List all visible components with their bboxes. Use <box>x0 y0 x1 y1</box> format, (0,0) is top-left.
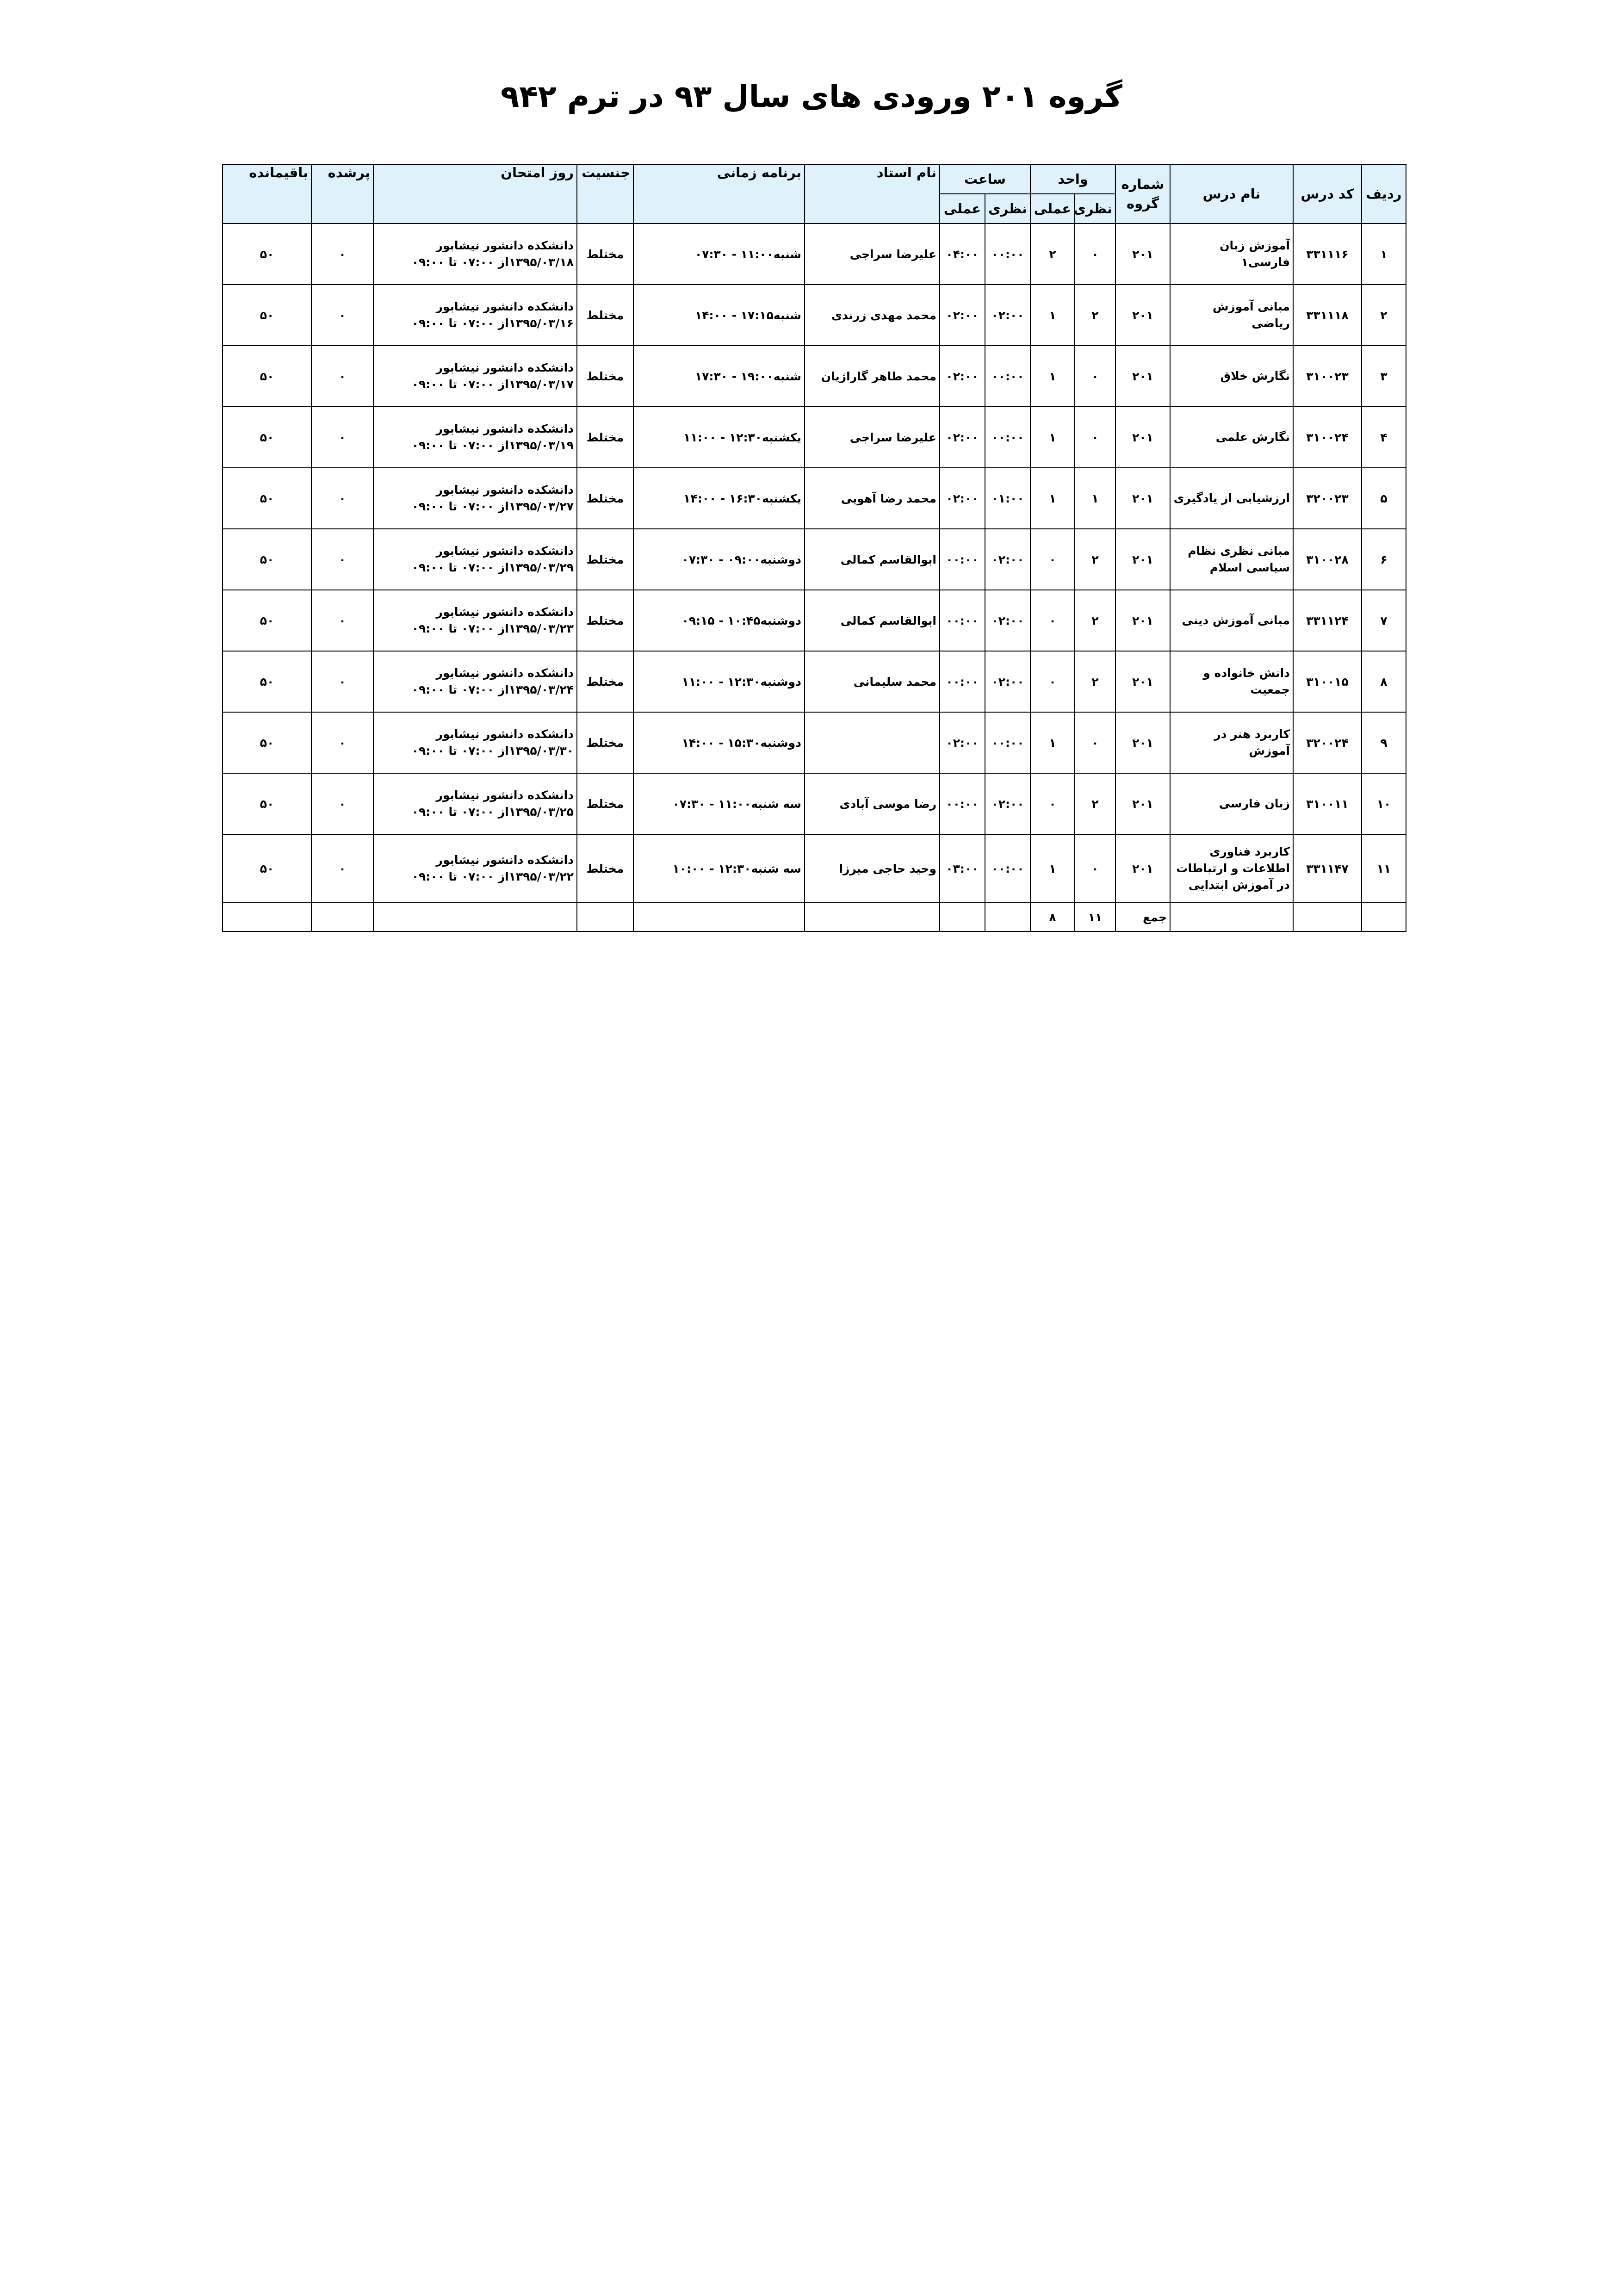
cell-remaining: ۵۰ <box>223 529 311 590</box>
cell-course-code: ۳۲۰۰۲۳ <box>1293 468 1362 529</box>
cell-course-name: کاربرد فناوری اطلاعات و ارتباطات در آموزش ابتدایی <box>1170 834 1293 903</box>
cell-exam-day: دانشکده دانشور نیشابور ۱۳۹۵/۰۳/۲۵از ۰۷:۰۰ تا ۰۹:۰۰ <box>373 773 577 834</box>
cell-course-code: ۳۱۰۰۲۴ <box>1293 407 1362 468</box>
cell-schedule: دوشنبه۱۰:۴۵ - ۰۹:۱۵ <box>633 590 805 651</box>
cell-instructor: رضا موسی آبادی <box>805 773 940 834</box>
cell-row-no: ۹ <box>1362 712 1406 773</box>
table-row <box>223 712 1406 773</box>
cell-remaining: ۵۰ <box>223 346 311 407</box>
cell-instructor: محمد رضا آهویی <box>805 468 940 529</box>
course-schedule-table <box>222 164 1406 932</box>
cell-course-code: ۳۳۱۱۱۶ <box>1293 223 1362 285</box>
cell-schedule: دوشنبه۰۹:۰۰ - ۰۷:۳۰ <box>633 529 805 590</box>
cell-exam-day: دانشکده دانشور نیشابور ۱۳۹۵/۰۳/۱۶از ۰۷:۰۰ تا ۰۹:۰۰ <box>373 285 577 346</box>
cell-gender: مختلط <box>577 834 633 903</box>
cell-schedule: شنبه۱۱:۰۰ - ۰۷:۳۰ <box>633 223 805 285</box>
cell-remaining: ۵۰ <box>223 223 311 285</box>
cell-instructor: علیرضا سراجی <box>805 407 940 468</box>
cell-unit-practical: ۱ <box>1030 407 1075 468</box>
cell-remaining: ۵۰ <box>223 712 311 773</box>
cell-group: ۲۰۱ <box>1115 712 1170 773</box>
cell-filled: ۰ <box>311 712 373 773</box>
cell-remaining: ۵۰ <box>223 773 311 834</box>
cell-hours-practical: ۰۴:۰۰ <box>940 223 985 285</box>
table-row <box>223 834 1406 903</box>
cell-gender: مختلط <box>577 285 633 346</box>
cell-unit-theory: ۲ <box>1075 590 1115 651</box>
cell-instructor: محمد سلیمانی <box>805 651 940 712</box>
cell-group: ۲۰۱ <box>1115 285 1170 346</box>
cell-instructor: ابوالقاسم کمالی <box>805 529 940 590</box>
cell-exam-day: دانشکده دانشور نیشابور ۱۳۹۵/۰۳/۲۳از ۰۷:۰۰ تا ۰۹:۰۰ <box>373 590 577 651</box>
cell-exam-day: دانشکده دانشور نیشابور ۱۳۹۵/۰۳/۱۹از ۰۷:۰۰ تا ۰۹:۰۰ <box>373 407 577 468</box>
cell-exam-day: دانشکده دانشور نیشابور ۱۳۹۵/۰۳/۳۰از ۰۷:۰۰ تا ۰۹:۰۰ <box>373 712 577 773</box>
cell-gender: مختلط <box>577 346 633 407</box>
cell-hours-practical: ۰۰:۰۰ <box>940 590 985 651</box>
header-hours: ساعت <box>940 164 1030 194</box>
cell-group: ۲۰۱ <box>1115 407 1170 468</box>
cell-course-name: مبانی آموزش دینی <box>1170 590 1293 651</box>
cell-exam-day: دانشکده دانشور نیشابور ۱۳۹۵/۰۳/۲۴از ۰۷:۰۰ تا ۰۹:۰۰ <box>373 651 577 712</box>
cell-unit-theory: ۰ <box>1075 834 1115 903</box>
cell-unit-theory: ۱ <box>1075 468 1115 529</box>
cell-instructor <box>805 712 940 773</box>
cell-group: ۲۰۱ <box>1115 529 1170 590</box>
cell-instructor: محمد طاهر گاراژیان <box>805 346 940 407</box>
cell-remaining: ۵۰ <box>223 407 311 468</box>
cell-instructor: محمد مهدی زرندی <box>805 285 940 346</box>
cell-unit-practical: ۲ <box>1030 223 1075 285</box>
cell-filled: ۰ <box>311 407 373 468</box>
cell-instructor: ابوالقاسم کمالی <box>805 590 940 651</box>
cell-remaining: ۵۰ <box>223 285 311 346</box>
cell-exam-day: دانشکده دانشور نیشابور ۱۳۹۵/۰۳/۲۹از ۰۷:۰۰ تا ۰۹:۰۰ <box>373 529 577 590</box>
cell-gender: مختلط <box>577 651 633 712</box>
header-remaining: باقیمانده <box>223 164 311 223</box>
cell-course-code: ۳۳۱۱۲۴ <box>1293 590 1362 651</box>
header-schedule: برنامه زمانی <box>633 164 805 223</box>
cell-group: ۲۰۱ <box>1115 651 1170 712</box>
cell-filled: ۰ <box>311 223 373 285</box>
cell-unit-practical: ۰ <box>1030 529 1075 590</box>
cell-schedule: سه شنبه۱۲:۳۰ - ۱۰:۰۰ <box>633 834 805 903</box>
cell-group: ۲۰۱ <box>1115 834 1170 903</box>
cell-instructor: وحید حاجی میرزا <box>805 834 940 903</box>
cell-course-code: ۳۱۰۰۱۵ <box>1293 651 1362 712</box>
cell-hours-practical: ۰۰:۰۰ <box>940 529 985 590</box>
cell-row-no: ۷ <box>1362 590 1406 651</box>
cell-exam-day: دانشکده دانشور نیشابور ۱۳۹۵/۰۳/۱۸از ۰۷:۰۰ تا ۰۹:۰۰ <box>373 223 577 285</box>
table-row <box>223 529 1406 590</box>
cell-unit-theory: ۰ <box>1075 712 1115 773</box>
cell-schedule: یکشنبه۱۲:۳۰ - ۱۱:۰۰ <box>633 407 805 468</box>
cell-unit-practical: ۱ <box>1030 346 1075 407</box>
cell-course-name: مبانی آموزش ریاضی <box>1170 285 1293 346</box>
table-row <box>223 651 1406 712</box>
cell-unit-practical: ۰ <box>1030 773 1075 834</box>
cell-course-name: نگارش علمی <box>1170 407 1293 468</box>
table-row <box>223 590 1406 651</box>
cell-hours-theory: ۰۰:۰۰ <box>985 712 1030 773</box>
cell-course-name: زبان فارسی <box>1170 773 1293 834</box>
cell-hours-theory: ۰۰:۰۰ <box>985 346 1030 407</box>
cell-hours-practical: ۰۰:۰۰ <box>940 651 985 712</box>
cell-schedule: شنبه۱۹:۰۰ - ۱۷:۳۰ <box>633 346 805 407</box>
cell-schedule: دوشنبه۱۵:۳۰ - ۱۴:۰۰ <box>633 712 805 773</box>
table-row <box>223 407 1406 468</box>
cell-unit-theory: ۲ <box>1075 651 1115 712</box>
cell-group: ۲۰۱ <box>1115 590 1170 651</box>
cell-row-no: ۶ <box>1362 529 1406 590</box>
cell-course-code: ۳۱۰۰۲۳ <box>1293 346 1362 407</box>
cell-group: ۲۰۱ <box>1115 468 1170 529</box>
header-unit-practical: عملی <box>1030 194 1075 223</box>
cell-hours-theory: ۰۰:۰۰ <box>985 407 1030 468</box>
cell-group: ۲۰۱ <box>1115 773 1170 834</box>
cell-filled: ۰ <box>311 834 373 903</box>
cell-course-code: ۳۳۱۱۴۷ <box>1293 834 1362 903</box>
cell-hours-theory: ۰۲:۰۰ <box>985 773 1030 834</box>
header-exam-day: روز امتحان <box>373 164 577 223</box>
cell-schedule: سه شنبه۱۱:۰۰ - ۰۷:۳۰ <box>633 773 805 834</box>
cell-course-name: آموزش زبان فارسی۱ <box>1170 223 1293 285</box>
cell-remaining: ۵۰ <box>223 834 311 903</box>
cell-row-no: ۲ <box>1362 285 1406 346</box>
cell-hours-theory: ۰۲:۰۰ <box>985 285 1030 346</box>
header-hours-theory: نظری <box>985 194 1030 223</box>
cell-unit-practical: ۱ <box>1030 712 1075 773</box>
cell-schedule: یکشنبه۱۶:۳۰ - ۱۴:۰۰ <box>633 468 805 529</box>
cell-filled: ۰ <box>311 468 373 529</box>
cell-remaining: ۵۰ <box>223 651 311 712</box>
cell-row-no: ۵ <box>1362 468 1406 529</box>
header-hours-practical: عملی <box>940 194 985 223</box>
cell-gender: مختلط <box>577 590 633 651</box>
cell-row-no: ۴ <box>1362 407 1406 468</box>
cell-course-code: ۳۳۱۱۱۸ <box>1293 285 1362 346</box>
cell-hours-practical: ۰۲:۰۰ <box>940 346 985 407</box>
table-row <box>223 468 1406 529</box>
total-row <box>223 903 1406 931</box>
header-gender: جنسیت <box>577 164 633 223</box>
cell-course-name: کاربرد هنر در آموزش <box>1170 712 1293 773</box>
cell-row-no: ۸ <box>1362 651 1406 712</box>
cell-hours-practical: ۰۳:۰۰ <box>940 834 985 903</box>
total-unit-theory: ۱۱ <box>1075 903 1115 931</box>
cell-unit-practical: ۰ <box>1030 651 1075 712</box>
cell-hours-theory: ۰۲:۰۰ <box>985 590 1030 651</box>
cell-gender: مختلط <box>577 712 633 773</box>
cell-unit-theory: ۲ <box>1075 285 1115 346</box>
header-row-no: ردیف <box>1362 164 1406 223</box>
cell-hours-theory: ۰۲:۰۰ <box>985 651 1030 712</box>
cell-filled: ۰ <box>311 590 373 651</box>
cell-course-name: نگارش خلاق <box>1170 346 1293 407</box>
cell-unit-theory: ۰ <box>1075 223 1115 285</box>
cell-unit-theory: ۲ <box>1075 773 1115 834</box>
cell-group: ۲۰۱ <box>1115 223 1170 285</box>
cell-row-no: ۱ <box>1362 223 1406 285</box>
cell-gender: مختلط <box>577 223 633 285</box>
header-course-name: نام درس <box>1170 164 1293 223</box>
cell-hours-practical: ۰۲:۰۰ <box>940 468 985 529</box>
header-filled: پرشده <box>311 164 373 223</box>
cell-hours-practical: ۰۲:۰۰ <box>940 407 985 468</box>
cell-unit-practical: ۱ <box>1030 468 1075 529</box>
cell-course-name: دانش خانواده و جمعیت <box>1170 651 1293 712</box>
table-row <box>223 346 1406 407</box>
cell-row-no: ۱۱ <box>1362 834 1406 903</box>
cell-exam-day: دانشکده دانشور نیشابور ۱۳۹۵/۰۳/۲۷از ۰۷:۰۰ تا ۰۹:۰۰ <box>373 468 577 529</box>
cell-filled: ۰ <box>311 651 373 712</box>
cell-hours-theory: ۰۱:۰۰ <box>985 468 1030 529</box>
cell-hours-theory: ۰۰:۰۰ <box>985 223 1030 285</box>
header-course-code: کد درس <box>1293 164 1362 223</box>
total-unit-practical: ۸ <box>1030 903 1075 931</box>
cell-course-code: ۳۱۰۰۲۸ <box>1293 529 1362 590</box>
cell-group: ۲۰۱ <box>1115 346 1170 407</box>
cell-unit-practical: ۰ <box>1030 590 1075 651</box>
cell-hours-theory: ۰۲:۰۰ <box>985 529 1030 590</box>
total-label: جمع <box>1115 903 1170 931</box>
cell-filled: ۰ <box>311 529 373 590</box>
header-unit-theory: نظری <box>1075 194 1115 223</box>
cell-course-name: ارزشیابی از یادگیری <box>1170 468 1293 529</box>
cell-instructor: علیرضا سراجی <box>805 223 940 285</box>
cell-gender: مختلط <box>577 529 633 590</box>
cell-filled: ۰ <box>311 346 373 407</box>
cell-unit-theory: ۰ <box>1075 407 1115 468</box>
cell-exam-day: دانشکده دانشور نیشابور ۱۳۹۵/۰۳/۱۷از ۰۷:۰۰ تا ۰۹:۰۰ <box>373 346 577 407</box>
cell-schedule: دوشنبه۱۲:۳۰ - ۱۱:۰۰ <box>633 651 805 712</box>
header-row <box>223 164 1406 194</box>
cell-unit-theory: ۲ <box>1075 529 1115 590</box>
cell-hours-practical: ۰۰:۰۰ <box>940 773 985 834</box>
cell-course-name: مبانی نظری نظام سیاسی اسلام <box>1170 529 1293 590</box>
cell-schedule: شنبه۱۷:۱۵ - ۱۴:۰۰ <box>633 285 805 346</box>
cell-unit-practical: ۱ <box>1030 285 1075 346</box>
header-instructor: نام استاد <box>805 164 940 223</box>
cell-gender: مختلط <box>577 773 633 834</box>
cell-filled: ۰ <box>311 285 373 346</box>
header-unit: واحد <box>1030 164 1115 194</box>
cell-course-code: ۳۲۰۰۲۴ <box>1293 712 1362 773</box>
table-row <box>223 773 1406 834</box>
table-row <box>223 285 1406 346</box>
table-row <box>223 223 1406 285</box>
page-title: گروه ۲۰۱ ورودی های سال ۹۳ در ترم ۹۴۲ <box>500 79 1123 114</box>
cell-unit-theory: ۰ <box>1075 346 1115 407</box>
cell-hours-theory: ۰۰:۰۰ <box>985 834 1030 903</box>
cell-hours-practical: ۰۲:۰۰ <box>940 712 985 773</box>
cell-remaining: ۵۰ <box>223 468 311 529</box>
cell-exam-day: دانشکده دانشور نیشابور ۱۳۹۵/۰۳/۲۲از ۰۷:۰۰ تا ۰۹:۰۰ <box>373 834 577 903</box>
cell-course-code: ۳۱۰۰۱۱ <box>1293 773 1362 834</box>
cell-row-no: ۱۰ <box>1362 773 1406 834</box>
cell-filled: ۰ <box>311 773 373 834</box>
cell-hours-practical: ۰۲:۰۰ <box>940 285 985 346</box>
cell-row-no: ۳ <box>1362 346 1406 407</box>
cell-unit-practical: ۱ <box>1030 834 1075 903</box>
cell-gender: مختلط <box>577 407 633 468</box>
cell-remaining: ۵۰ <box>223 590 311 651</box>
cell-gender: مختلط <box>577 468 633 529</box>
header-group-no: شماره گروه <box>1115 164 1170 223</box>
